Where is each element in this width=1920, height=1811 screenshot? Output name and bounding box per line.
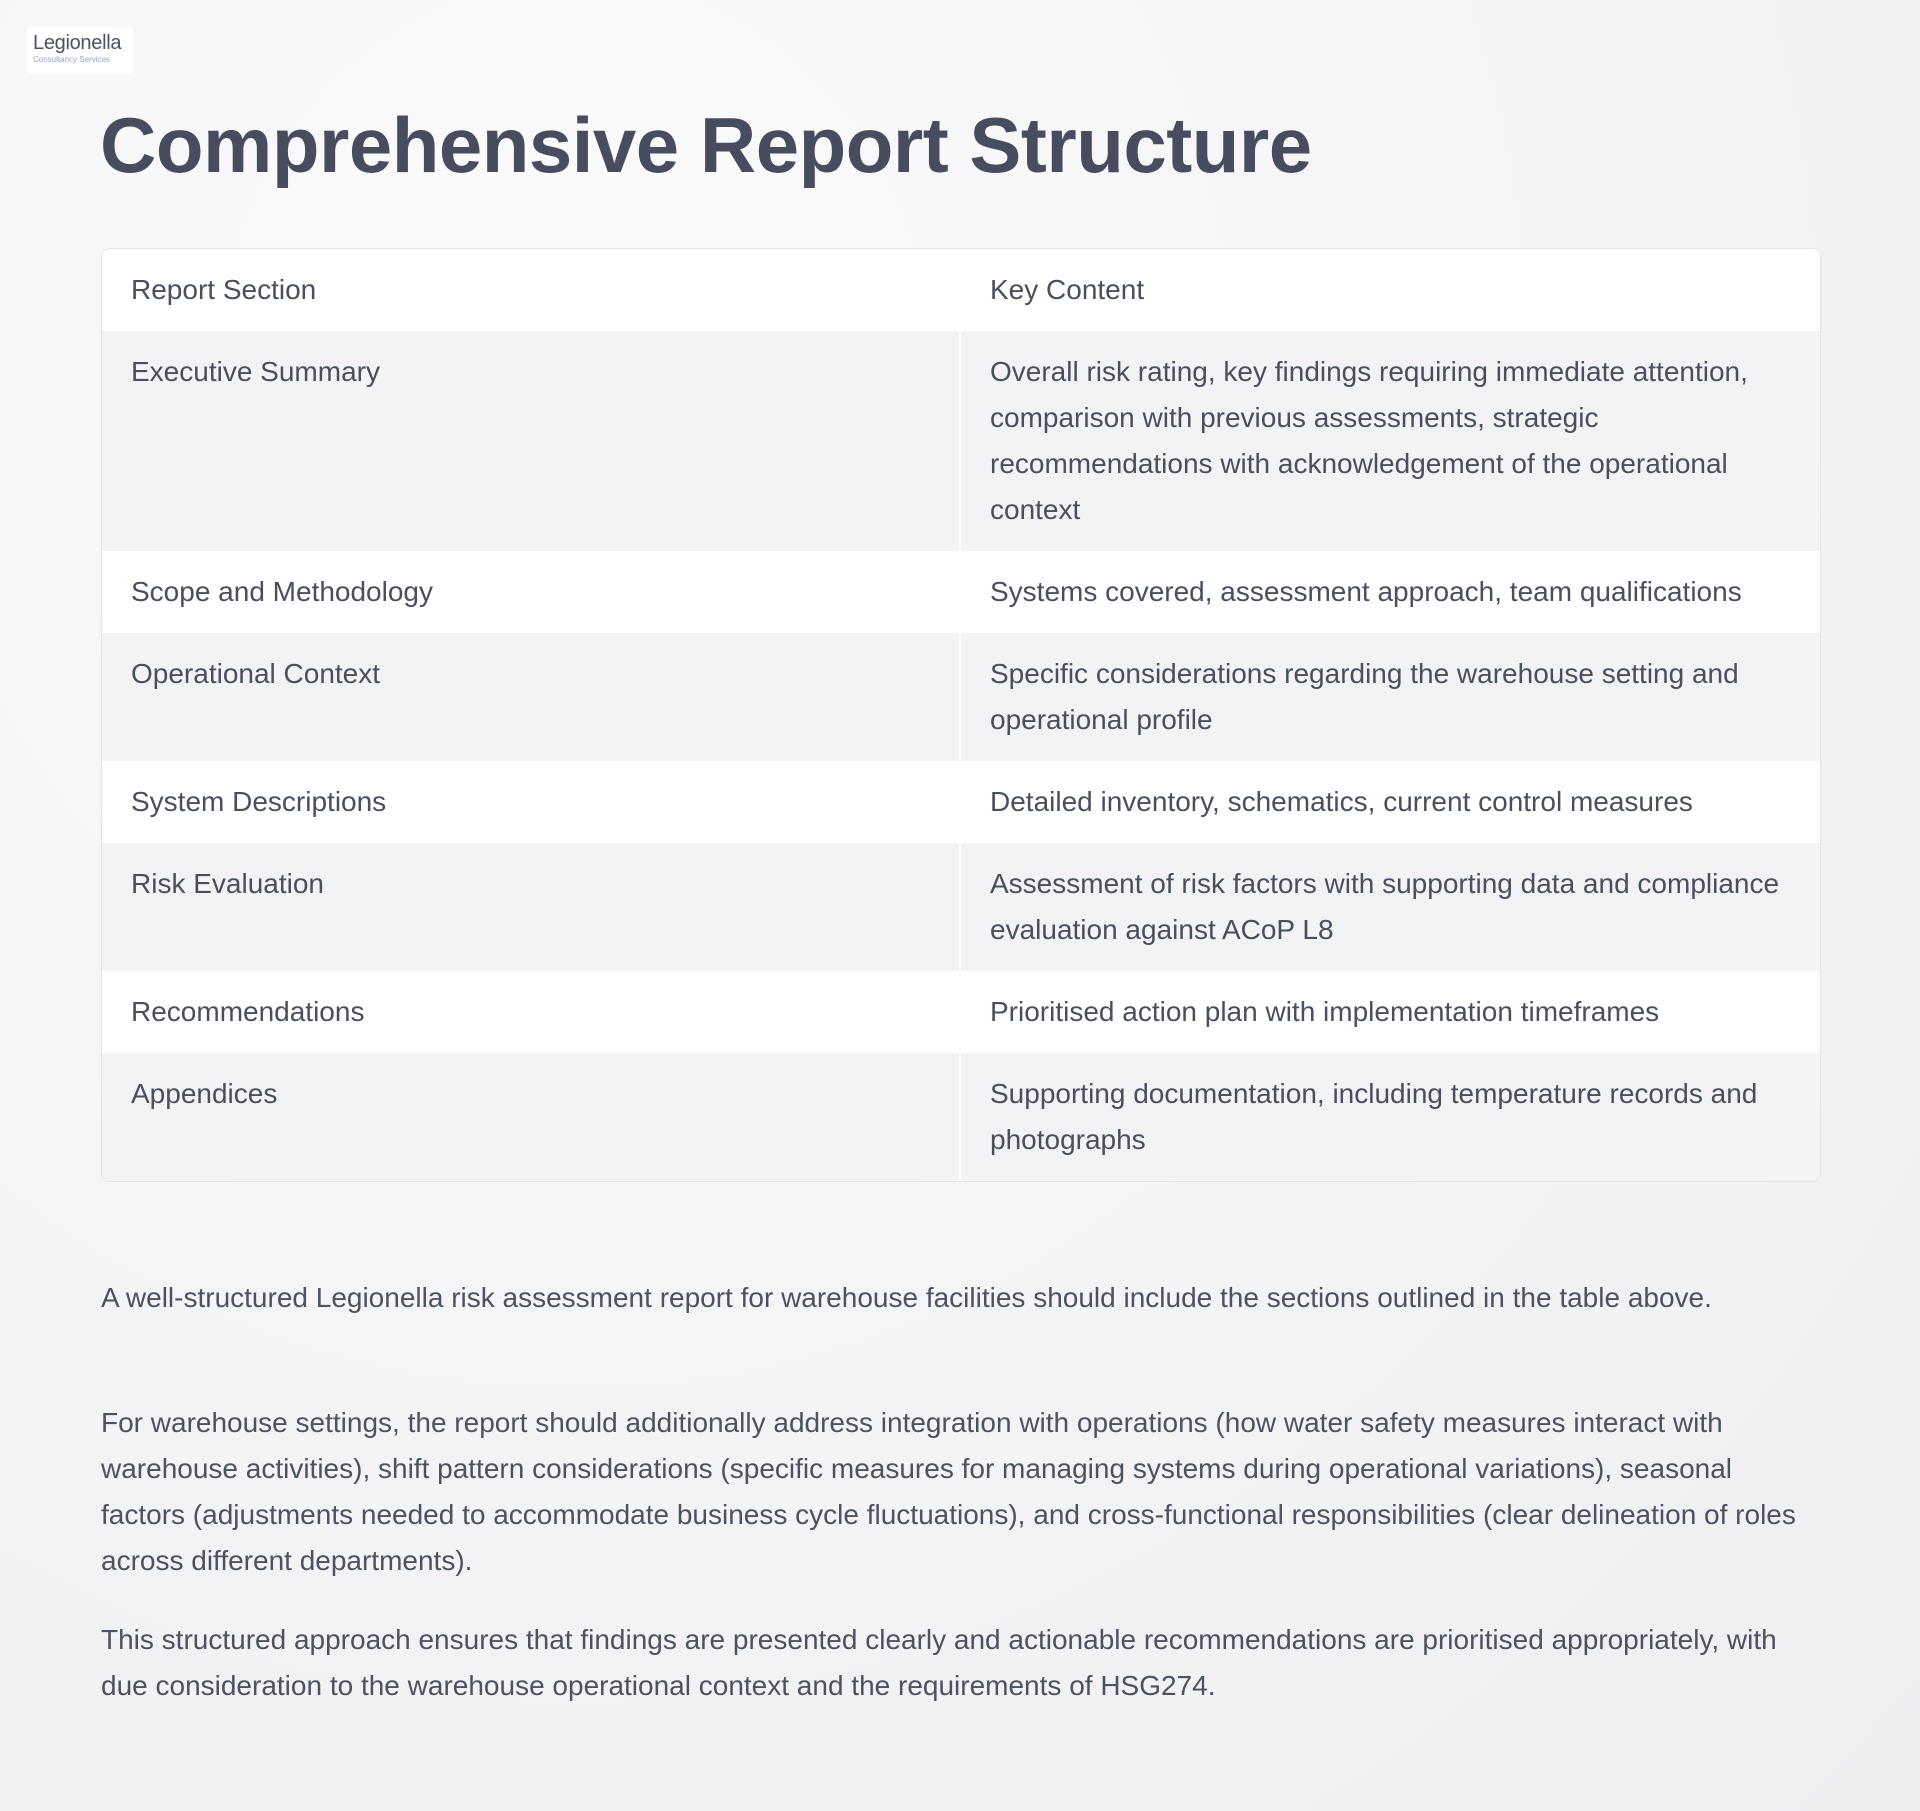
table-header-row — [102, 249, 1820, 331]
logo-name: Legionella — [33, 32, 122, 54]
page-title: Comprehensive Report Structure — [100, 101, 1312, 189]
intro-paragraph: A well-structured Legionella risk assessment report for warehouse facilities should include the sections outlined in the table above. — [101, 1282, 1712, 1313]
section-cell: Scope and Methodology — [131, 576, 433, 607]
table-row — [102, 551, 1820, 633]
content-cell: Systems covered, assessment approach, team qualifications — [960, 551, 1820, 633]
section-cell: System Descriptions — [131, 786, 387, 817]
section-cell: Appendices — [131, 1078, 278, 1109]
content-cell: Specific considerations regarding the warehouse setting and operational profile — [960, 633, 1820, 761]
column-header-report-section: Report Section — [131, 274, 317, 305]
content-cell: Assessment of risk factors with supporting data and compliance evaluation against ACoP L8 — [960, 843, 1820, 971]
table-row — [102, 971, 1820, 1053]
company-logo — [27, 27, 133, 74]
table-row — [102, 761, 1820, 843]
content-cell: Supporting documentation, including temperature records and photographs — [960, 1053, 1820, 1181]
warehouse-considerations-paragraph: For warehouse settings, the report should additionally address integration with operations (how water safety measures interact with warehouse activities), shift pattern considerations (specific measures for managing systems during operational variations), seasonal factors (adjustments needed to accommodate business cycle fluctuations), and cross-functional responsibilities (clear delineation of roles across different departments). — [101, 1407, 1796, 1576]
table-row — [102, 1053, 1820, 1181]
section-cell: Risk Evaluation — [131, 868, 324, 899]
section-cell: Operational Context — [131, 658, 381, 689]
logo-tagline: Consultancy Services — [33, 55, 110, 64]
section-cell: Recommendations — [131, 996, 365, 1027]
content-cell: Prioritised action plan with implementation timeframes — [960, 971, 1820, 1053]
conclusion-paragraph: This structured approach ensures that findings are presented clearly and actionable recommendations are prioritised appropriately, with due consideration to the warehouse operational context and the requirements of HSG274. — [101, 1624, 1777, 1701]
section-cell: Executive Summary — [131, 356, 380, 387]
content-cell: Detailed inventory, schematics, current control measures — [960, 761, 1820, 843]
table-row — [102, 633, 1820, 761]
report-structure-table — [101, 248, 1821, 1182]
table-row — [102, 843, 1820, 971]
column-header-key-content: Key Content — [960, 249, 1820, 331]
table-row — [102, 331, 1820, 551]
content-cell: Overall risk rating, key findings requiring immediate attention, comparison with previous assessments, strategic recommendations with acknowledgement of the operational context — [960, 331, 1820, 551]
